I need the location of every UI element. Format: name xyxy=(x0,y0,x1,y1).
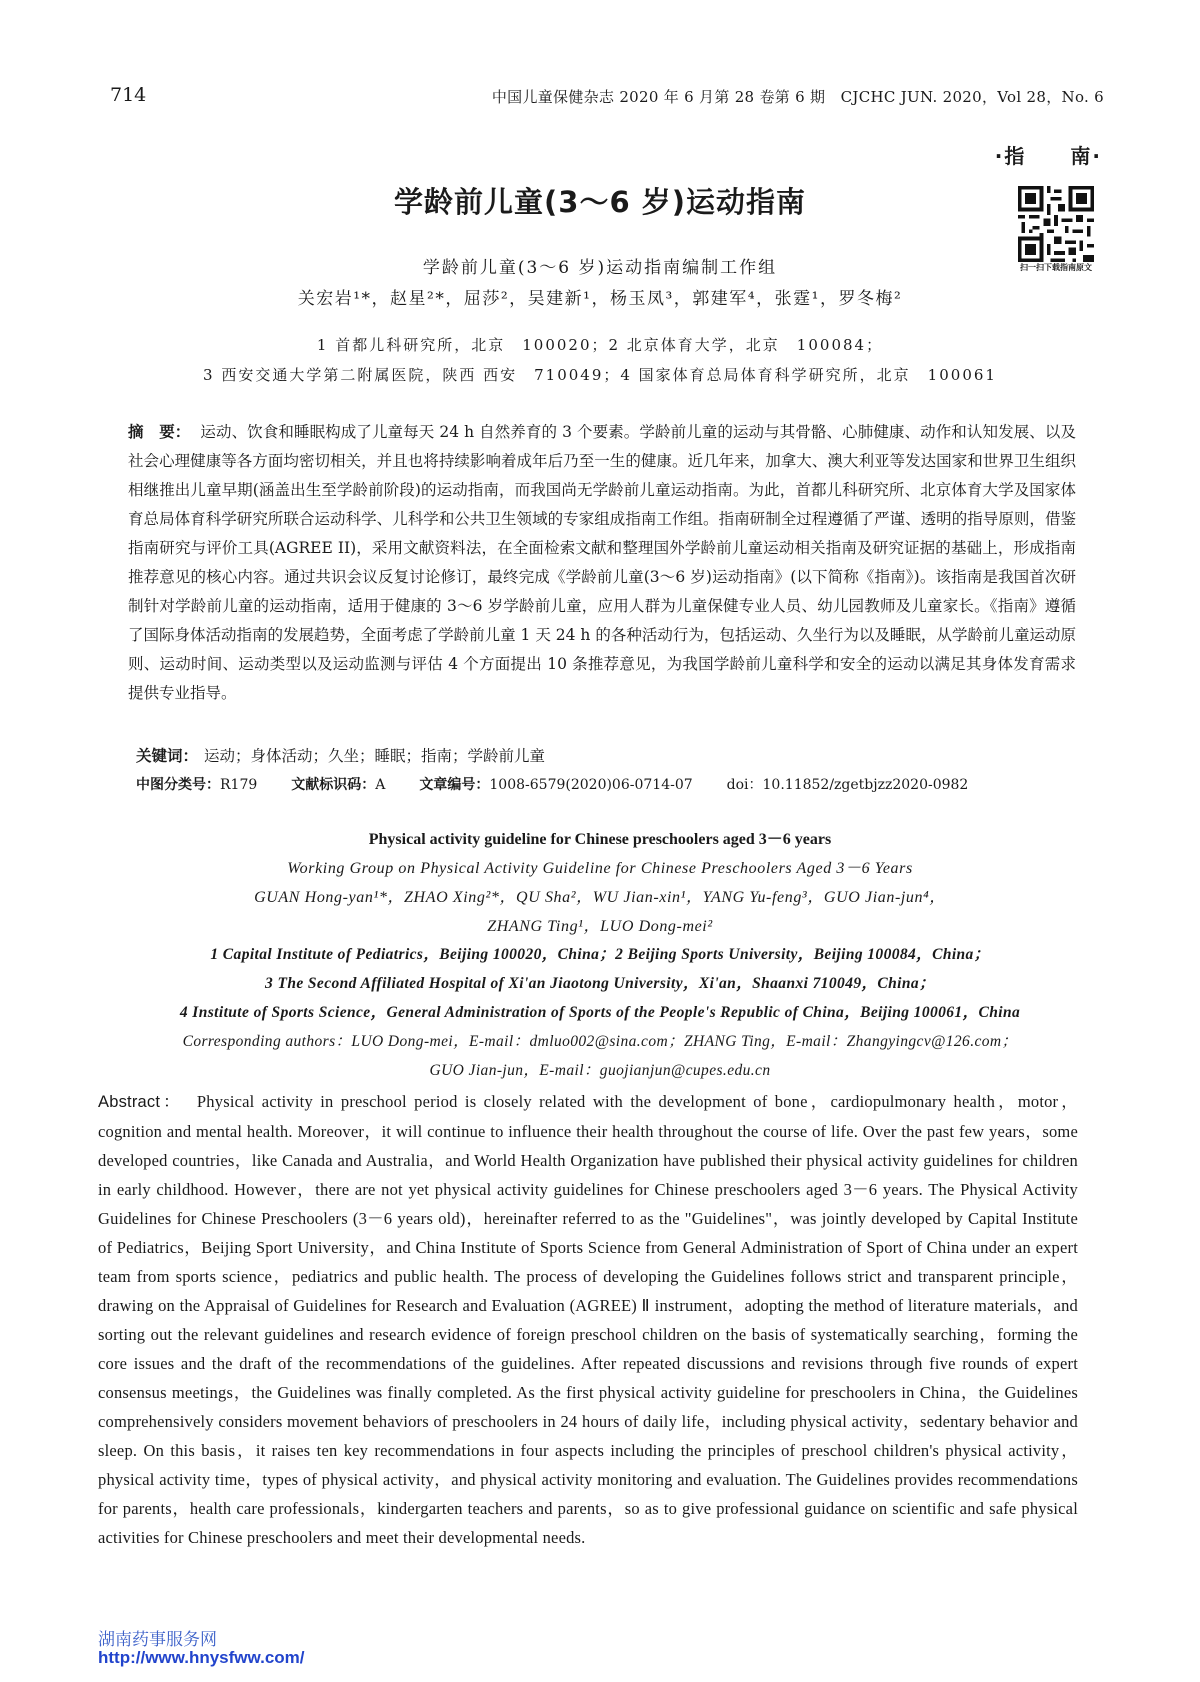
chinese-working-group: 学龄前儿童(3～6 岁)运动指南编制工作组 xyxy=(422,258,778,278)
english-affiliation-line-3: 4 Institute of Sports Science，General Administration of Sports of the People's Republic of China，Beijing 100061，China xyxy=(179,1004,1021,1021)
english-authors-line-2: ZHANG Ting¹，LUO Dong-mei² xyxy=(487,918,713,935)
english-working-group: Working Group on Physical Activity Guideline for Chinese Preschoolers Aged 3－6 Years xyxy=(287,860,913,877)
article-metadata xyxy=(136,774,1096,794)
chinese-keywords-text: 运动；身体活动；久坐；睡眠；指南；学龄前儿童 xyxy=(204,747,546,765)
english-abstract-label: Abstract： xyxy=(98,1093,183,1111)
page-number: 714 xyxy=(110,84,147,106)
journal-citation-header: 中国儿童保健杂志 2020 年 6 月第 28 卷第 6 期 CJCHC JUN. 2020，Vol 28，No. 6 xyxy=(491,88,1104,106)
watermark-site-name: 湖南药事服务网 xyxy=(98,1630,217,1650)
english-affiliation-line-2: 3 The Second Affiliated Hospital of Xi'an Jiaotong University，Xi'an，Shaanxi 710049，China； xyxy=(265,975,935,992)
chinese-abstract-label: 摘 要： xyxy=(128,423,191,441)
chinese-abstract xyxy=(128,418,1076,708)
clc-label: 中图分类号： xyxy=(136,777,220,793)
english-authors-line-1: GUAN Hong-yan¹*，ZHAO Xing²*，QU Sha²，WU Jian-xin¹，YANG Yu-feng³，GUO Jian-jun⁴， xyxy=(254,889,946,906)
english-affiliation-line-1: 1 Capital Institute of Pediatrics，Beijing 100020，China；2 Beijing Sports University，Beijing 100084，China； xyxy=(210,946,990,963)
chinese-abstract-text: 运动、饮食和睡眠构成了儿童每天 24 h 自然养育的 3 个要素。学龄前儿童的运动与其骨骼、心肺健康、动作和认知发展、以及社会心理健康等各方面均密切相关，并且也将持续影响着成年后乃至一生的健康。近几年来，加拿大、澳大利亚等发达国家和世界卫生组织相继推出儿童早期(涵盖出生至学龄前阶段)的运动指南，而我国尚无学龄前儿童运动指南。为此，首都儿科研究所、北京体育大学及国家体育总局体育科学研究所联合运动科学、儿科学和公共卫生领域的专家组成指南工作组。指南研制全过程遵循了严谨、透明的指导原则，借鉴指南研究与评价工具(AGREE II)，采用文献资料法，在全面检索文献和整理国外学龄前儿童运动相关指南及研究证据的基础上，形成指南推荐意见的核心内容。通过共识会议反复讨论修订，最终完成《学龄前儿童(3～6 岁)运动指南》(以下简称《指南》)。该指南是我国首次研制针对学龄前儿童的运动指南，适用于健康的 3～6 岁学龄前儿童，应用人群为儿童保健专业人员、幼儿园教师及儿童家长。《指南》遵循了国际身体活动指南的发展趋势，全面考虑了学龄前儿童 1 天 24 h 的各种活动行为，包括运动、久坐行为以及睡眠，从学龄前儿童运动原则、运动时间、运动类型以及运动监测与评估 4 个方面提出 10 条推荐意见，为我国学龄前儿童科学和安全的运动以满足其身体发育需求提供专业指导。 xyxy=(128,423,1076,702)
chinese-title: 学龄前儿童(3～6 岁)运动指南 xyxy=(394,185,806,219)
chinese-authors: 关宏岩¹*，赵星²*，屈莎²，吴建新¹，杨玉凤³，郭建军⁴，张霆¹，罗冬梅² xyxy=(297,289,903,309)
clc-value: R179 xyxy=(220,777,258,793)
document-code xyxy=(291,774,385,794)
chinese-affiliation-line-2: 3 西安交通大学第二附属医院，陕西 西安 710049；4 国家体育总局体育科学研究所，北京 100061 xyxy=(203,366,997,384)
corresponding-authors-line-1: Corresponding authors：LUO Dong-mei，E-mail：dmluo002@sina.com；ZHANG Ting，E-mail：Zhangyingcv@126.com； xyxy=(182,1033,1018,1050)
document-code-label: 文献标识码： xyxy=(291,777,376,793)
article-number-value: 1008-6579(2020)06-0714-07 xyxy=(489,777,693,793)
doi[interactable]: doi：10.11852/zgetbjzz2020-0982 xyxy=(726,777,969,793)
chinese-affiliation-line-1: 1 首都儿科研究所，北京 100020；2 北京体育大学，北京 100084； xyxy=(316,336,884,354)
article-number xyxy=(419,774,692,794)
section-tag: ·指 南· xyxy=(994,144,1102,168)
qr-caption: 扫一扫下载指南原文 xyxy=(1020,263,1092,272)
clc-number xyxy=(136,774,257,794)
english-abstract xyxy=(98,1087,1078,1552)
document-code-value: A xyxy=(375,777,386,793)
chinese-keywords xyxy=(136,744,545,766)
english-abstract-text: Physical activity in preschool period is closely related with the development of bone，cardiopulmonary health，motor，cognition and mental health. Moreover，it will continue to influence their health throughout the course of life. Over the past few years，some developed countries，like Canada and Australia，and World Health Organization have published their physical activity guidelines for children in early childhood. However，there are not yet physical activity guidelines for Chinese preschoolers aged 3－6 years. The Physical Activity Guidelines for Chinese Preschoolers (3－6 years old)，hereinafter referred to as the "Guidelines"，was jointly developed by Capital Institute of Pediatrics，Beijing Sport University，and China Institute of Sports Science from General Administration of Sport of China under an expert team from sports science，pediatrics and public health. The process of developing the Guidelines follows strict and transparent principle，drawing on the Appraisal of Guidelines for Research and Evaluation (AGREE) Ⅱ instrument，adopting the method of literature materials，and sorting out the relevant guidelines and research evidence of foreign preschool children on the basis of systematically searching，forming the core issues and the draft of the recommendations of the guidelines. After repeated discussions and revisions through five rounds of expert consensus meetings，the Guidelines was finally completed. As the first physical activity guideline for preschoolers in China，the Guidelines comprehensively considers movement behaviors of preschoolers in 24 hours of daily life，including physical activity，sedentary behavior and sleep. On this basis，it raises ten key recommendations in four aspects including the principles of preschool children's physical activity，physical activity time，types of physical activity，and physical activity monitoring and evaluation. The Guidelines provides recommendations for parents，health care professionals，kindergarten teachers and parents，so as to give professional guidance on scientific and safe physical activities for Chinese preschoolers and meet their developmental needs. xyxy=(98,1092,1078,1547)
article-number-label: 文章编号： xyxy=(419,777,490,793)
chinese-keywords-label: 关键词： xyxy=(136,747,199,765)
watermark-url-link[interactable]: http://www.hnysfww.com/ xyxy=(98,1648,305,1667)
english-title: Physical activity guideline for Chinese preschoolers aged 3－6 years xyxy=(368,831,832,848)
corresponding-authors-line-2: GUO Jian-jun，E-mail：guojianjun@cupes.edu.cn xyxy=(429,1062,771,1079)
